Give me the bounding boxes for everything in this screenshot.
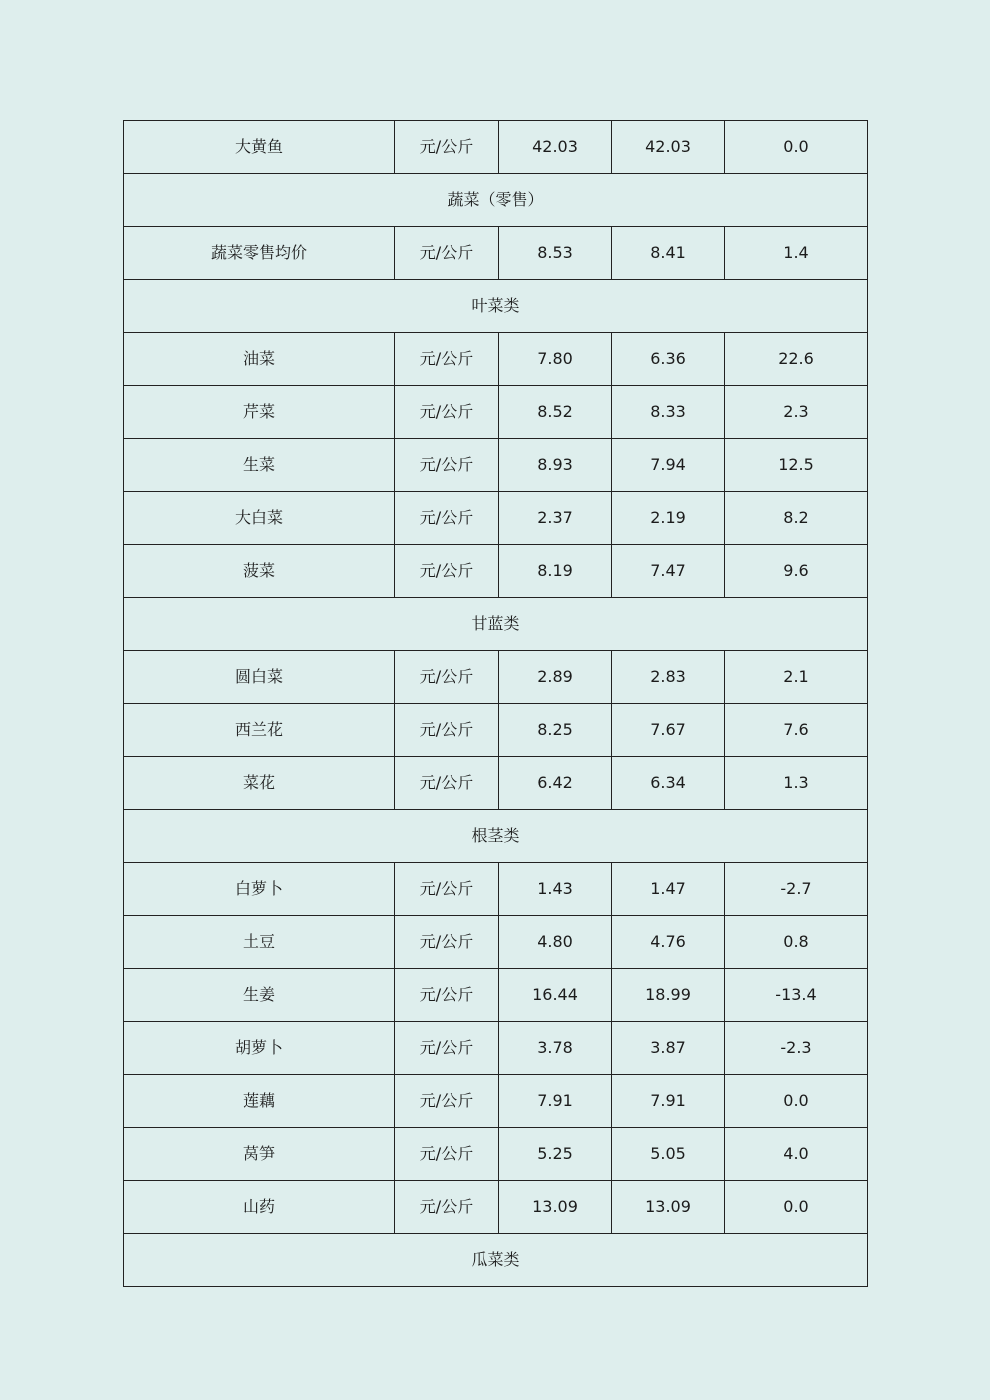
unit-cell: 元/公斤 [395,704,499,757]
table-row [124,863,868,916]
current-price-cell: 1.43 [499,863,612,916]
item-name-cell: 大白菜 [124,492,395,545]
current-price-cell: 3.78 [499,1022,612,1075]
current-price-cell: 7.80 [499,333,612,386]
current-price-cell: 8.53 [499,227,612,280]
previous-price-cell: 2.83 [612,651,725,704]
table-row [124,121,868,174]
previous-price-cell: 13.09 [612,1181,725,1234]
section-header-row [124,810,868,863]
table-row [124,969,868,1022]
unit-cell: 元/公斤 [395,1022,499,1075]
item-name-cell: 芹菜 [124,386,395,439]
section-header-row [124,280,868,333]
unit-cell: 元/公斤 [395,386,499,439]
price-table-body [124,121,868,1287]
previous-price-cell: 4.76 [612,916,725,969]
table-row [124,757,868,810]
previous-price-cell: 2.19 [612,492,725,545]
item-name-cell: 生菜 [124,439,395,492]
change-percent-cell: 4.0 [725,1128,868,1181]
table-row [124,1075,868,1128]
table-row [124,492,868,545]
change-percent-cell: 9.6 [725,545,868,598]
previous-price-cell: 1.47 [612,863,725,916]
unit-cell: 元/公斤 [395,916,499,969]
table-row [124,439,868,492]
previous-price-cell: 5.05 [612,1128,725,1181]
section-header-row [124,174,868,227]
table-row [124,333,868,386]
unit-cell: 元/公斤 [395,545,499,598]
current-price-cell: 7.91 [499,1075,612,1128]
table-row [124,386,868,439]
unit-cell: 元/公斤 [395,969,499,1022]
table-row [124,1022,868,1075]
unit-cell: 元/公斤 [395,121,499,174]
unit-cell: 元/公斤 [395,1181,499,1234]
unit-cell: 元/公斤 [395,492,499,545]
current-price-cell: 4.80 [499,916,612,969]
unit-cell: 元/公斤 [395,439,499,492]
section-label: 甘蓝类 [124,598,868,651]
table-row [124,227,868,280]
change-percent-cell: 22.6 [725,333,868,386]
previous-price-cell: 42.03 [612,121,725,174]
previous-price-cell: 7.94 [612,439,725,492]
table-row [124,704,868,757]
previous-price-cell: 18.99 [612,969,725,1022]
table-row [124,916,868,969]
item-name-cell: 白萝卜 [124,863,395,916]
previous-price-cell: 6.34 [612,757,725,810]
change-percent-cell: -13.4 [725,969,868,1022]
current-price-cell: 8.25 [499,704,612,757]
current-price-cell: 8.19 [499,545,612,598]
item-name-cell: 西兰花 [124,704,395,757]
item-name-cell: 生姜 [124,969,395,1022]
unit-cell: 元/公斤 [395,863,499,916]
previous-price-cell: 7.67 [612,704,725,757]
current-price-cell: 5.25 [499,1128,612,1181]
table-row [124,1181,868,1234]
change-percent-cell: -2.3 [725,1022,868,1075]
price-table [123,120,868,1287]
section-label: 瓜菜类 [124,1234,868,1287]
item-name-cell: 油菜 [124,333,395,386]
item-name-cell: 大黄鱼 [124,121,395,174]
change-percent-cell: 7.6 [725,704,868,757]
previous-price-cell: 7.91 [612,1075,725,1128]
unit-cell: 元/公斤 [395,227,499,280]
previous-price-cell: 8.33 [612,386,725,439]
item-name-cell: 圆白菜 [124,651,395,704]
item-name-cell: 蔬菜零售均价 [124,227,395,280]
current-price-cell: 2.37 [499,492,612,545]
unit-cell: 元/公斤 [395,757,499,810]
section-label: 蔬菜（零售） [124,174,868,227]
table-row [124,1128,868,1181]
current-price-cell: 16.44 [499,969,612,1022]
item-name-cell: 莲藕 [124,1075,395,1128]
section-label: 叶菜类 [124,280,868,333]
current-price-cell: 6.42 [499,757,612,810]
change-percent-cell: -2.7 [725,863,868,916]
previous-price-cell: 6.36 [612,333,725,386]
unit-cell: 元/公斤 [395,1075,499,1128]
table-row [124,651,868,704]
change-percent-cell: 1.4 [725,227,868,280]
change-percent-cell: 0.0 [725,1075,868,1128]
change-percent-cell: 2.1 [725,651,868,704]
item-name-cell: 土豆 [124,916,395,969]
current-price-cell: 42.03 [499,121,612,174]
change-percent-cell: 0.0 [725,1181,868,1234]
change-percent-cell: 0.0 [725,121,868,174]
item-name-cell: 莴笋 [124,1128,395,1181]
change-percent-cell: 12.5 [725,439,868,492]
current-price-cell: 2.89 [499,651,612,704]
unit-cell: 元/公斤 [395,333,499,386]
section-header-row [124,1234,868,1287]
table-row [124,545,868,598]
item-name-cell: 菜花 [124,757,395,810]
change-percent-cell: 2.3 [725,386,868,439]
change-percent-cell: 0.8 [725,916,868,969]
previous-price-cell: 3.87 [612,1022,725,1075]
previous-price-cell: 8.41 [612,227,725,280]
section-header-row [124,598,868,651]
item-name-cell: 菠菜 [124,545,395,598]
change-percent-cell: 8.2 [725,492,868,545]
unit-cell: 元/公斤 [395,1128,499,1181]
current-price-cell: 8.52 [499,386,612,439]
unit-cell: 元/公斤 [395,651,499,704]
current-price-cell: 13.09 [499,1181,612,1234]
item-name-cell: 山药 [124,1181,395,1234]
change-percent-cell: 1.3 [725,757,868,810]
item-name-cell: 胡萝卜 [124,1022,395,1075]
section-label: 根茎类 [124,810,868,863]
previous-price-cell: 7.47 [612,545,725,598]
current-price-cell: 8.93 [499,439,612,492]
